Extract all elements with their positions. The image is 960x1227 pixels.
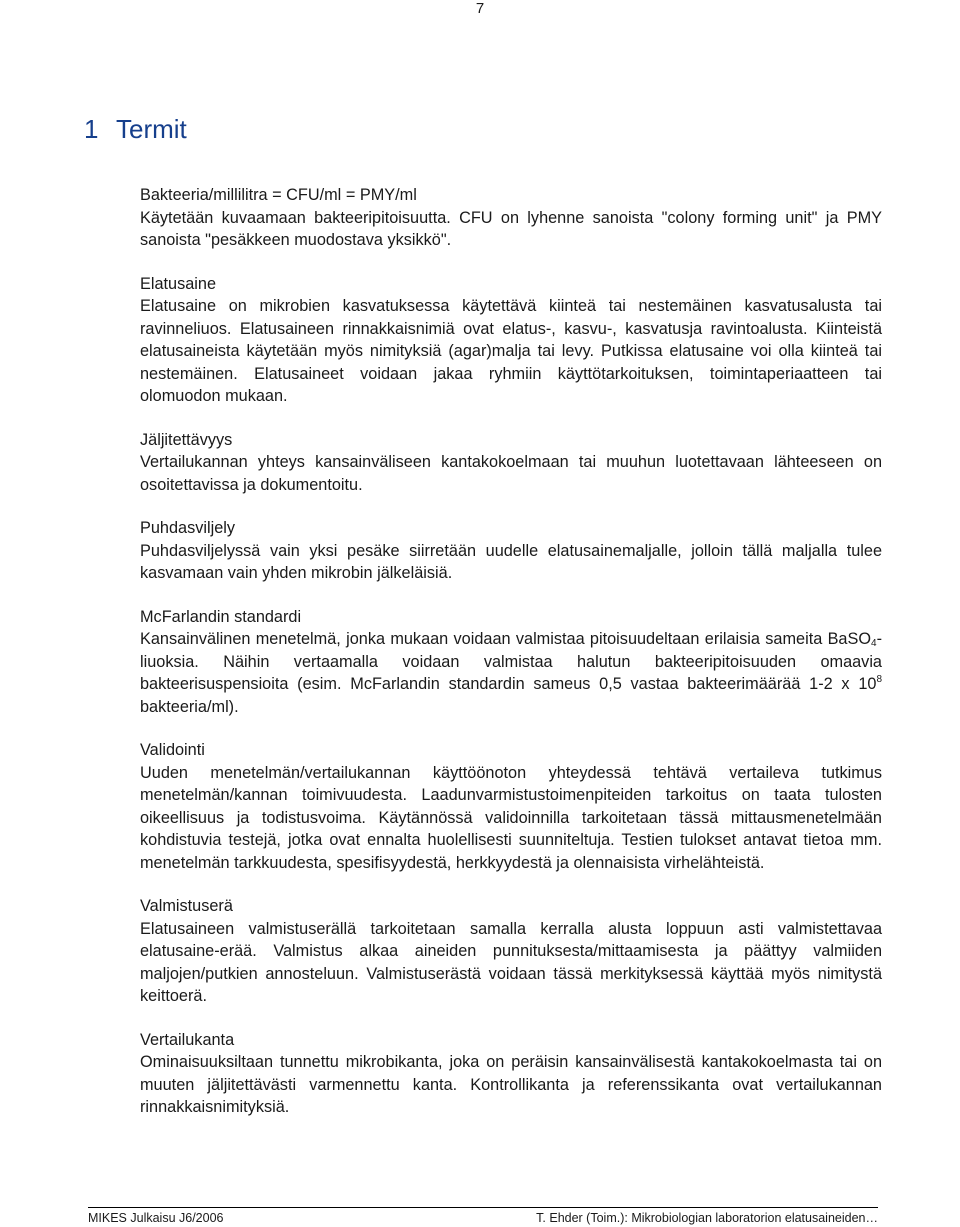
definition-text: Kansainvälinen menetelmä, jonka mukaan voidaan valmistaa pitoisuudeltaan erilaisia sameita BaSO [140,630,872,648]
term-entry-valmistusera [140,895,882,1008]
term-entry-validointi [140,739,882,874]
footer-author-title: T. Ehder (Toim.): Mikrobiologian laboratorion elatusaineiden… [536,1211,878,1225]
chapter-heading [84,112,187,146]
term-title: Valmistuserä [140,897,233,915]
term-title: Elatusaine [140,274,217,293]
chapter-number: 1 [84,114,99,144]
term-definition: Käytetään kuvaamaan bakteeripitoisuutta. CFU on lyhenne sanoista "colony forming unit" ja PMY sanoista "pesäkkeen muodostava yksikkö". [140,208,882,249]
term-title: Vertailukanta [140,1030,235,1049]
term-title: Validointi [140,741,205,759]
term-entry-elatusaine [140,273,882,408]
term-entry-jaljitettavyys [140,429,882,497]
term-definition: Vertailukannan yhteys kansainväliseen kantakokoelmaan tai muuhun luotettavaan lähteeseen on osoitettavissa ja dokumentoitu. [140,453,882,494]
term-entry-cfu [140,184,882,252]
terms-list [140,184,882,1140]
term-entry-puhdasviljely [140,517,882,585]
page-footer [88,1207,878,1226]
term-definition: Puhdasviljelyssä vain yksi pesäke siirretään uudelle elatusainemaljalle, jolloin tällä maljalla tulee kasvamaan vain yhden mikrobin jälkeläisiä. [140,541,882,582]
term-entry-mcfarland [140,606,882,719]
footer-divider [88,1207,878,1208]
term-title: Puhdasviljely [140,519,236,537]
definition-text: bakteeria/ml). [140,697,239,716]
subscript: 4 [871,638,877,649]
chapter-title: Termit [116,114,187,144]
term-definition: Ominaisuuksiltaan tunnettu mikrobikanta, joka on peräisin kansainvälisestä kantakokoelmasta tai on muuten jäljitettävästi varmennettu kanta. Kontrollikanta ja referenssikanta ovat vertailukannan rinnakkaisnimityksiä. [140,1053,882,1116]
term-entry-vertailukanta [140,1029,882,1119]
term-definition: Elatusaine on mikrobien kasvatuksessa käytettävä kiinteä tai nestemäinen kasvatusalusta tai ravinneliuos. Elatusaineen rinnakkaisnimiä ovat elatus-, kasvu-, kasvatusja ravintoalusta. Kiinteistä elatusaineista käytetään myös nimityksiä (agar)malja tai levy. Putkissa elatusaine voi olla kiinteä tai nestemäinen. Elatusaineet voidaan jakaa ryhmiin käyttötarkoituksen, toimintaperiaatteen tai olomuodon mukaan. [140,297,882,405]
term-title: McFarlandin standardi [140,607,302,626]
term-definition: Uuden menetelmän/vertailukannan käyttöönoton yhteydessä tehtävä vertaileva tutkimus menetelmän/kannan toimivuudesta. Laadunvarmistustoimenpiteiden tarkoitus on taata tulosten oikeellisuus ja todistusvoima. Käytännössä validoinnilla tarkoitetaan tässä mittausmenetelmään kohdistuvia testejä, jotka ovat ennalta huolellisesti suunniteltuja. Testien tulokset antavat tietoa mm. menetelmän tarkkuudesta, spesifisyydestä, herkkyydestä ja olennaisista virhelähteistä. [140,763,882,872]
term-definition: Elatusaineen valmistuserällä tarkoitetaan samalla kerralla alusta loppuun asti valmistettavaa elatusaine-erää. Valmistus alkaa aineiden punnituksesta/mittaamisesta ja päättyy valmiiden maljojen/putkien annosteluun. Valmistuserästä voidaan tässä merkityksessä käyttää myös nimitystä keittoerä. [140,919,882,1005]
definition-text: -liuoksia. Näihin vertaamalla voidaan valmistaa halutun bakteeripitoisuuden omaavia bakteerisuspensioita (esim. McFarlandin standardin sameus 0,5 vastaa bakteerimäärää 1-2 x 10 [140,630,882,693]
term-definition [140,628,882,718]
page-number: 7 [475,0,485,17]
term-title: Jäljitettävyys [140,430,233,449]
footer-publication: MIKES Julkaisu J6/2006 [88,1211,224,1225]
term-title: Bakteeria/millilitra = CFU/ml = PMY/ml [140,186,417,204]
superscript: 8 [876,674,882,685]
